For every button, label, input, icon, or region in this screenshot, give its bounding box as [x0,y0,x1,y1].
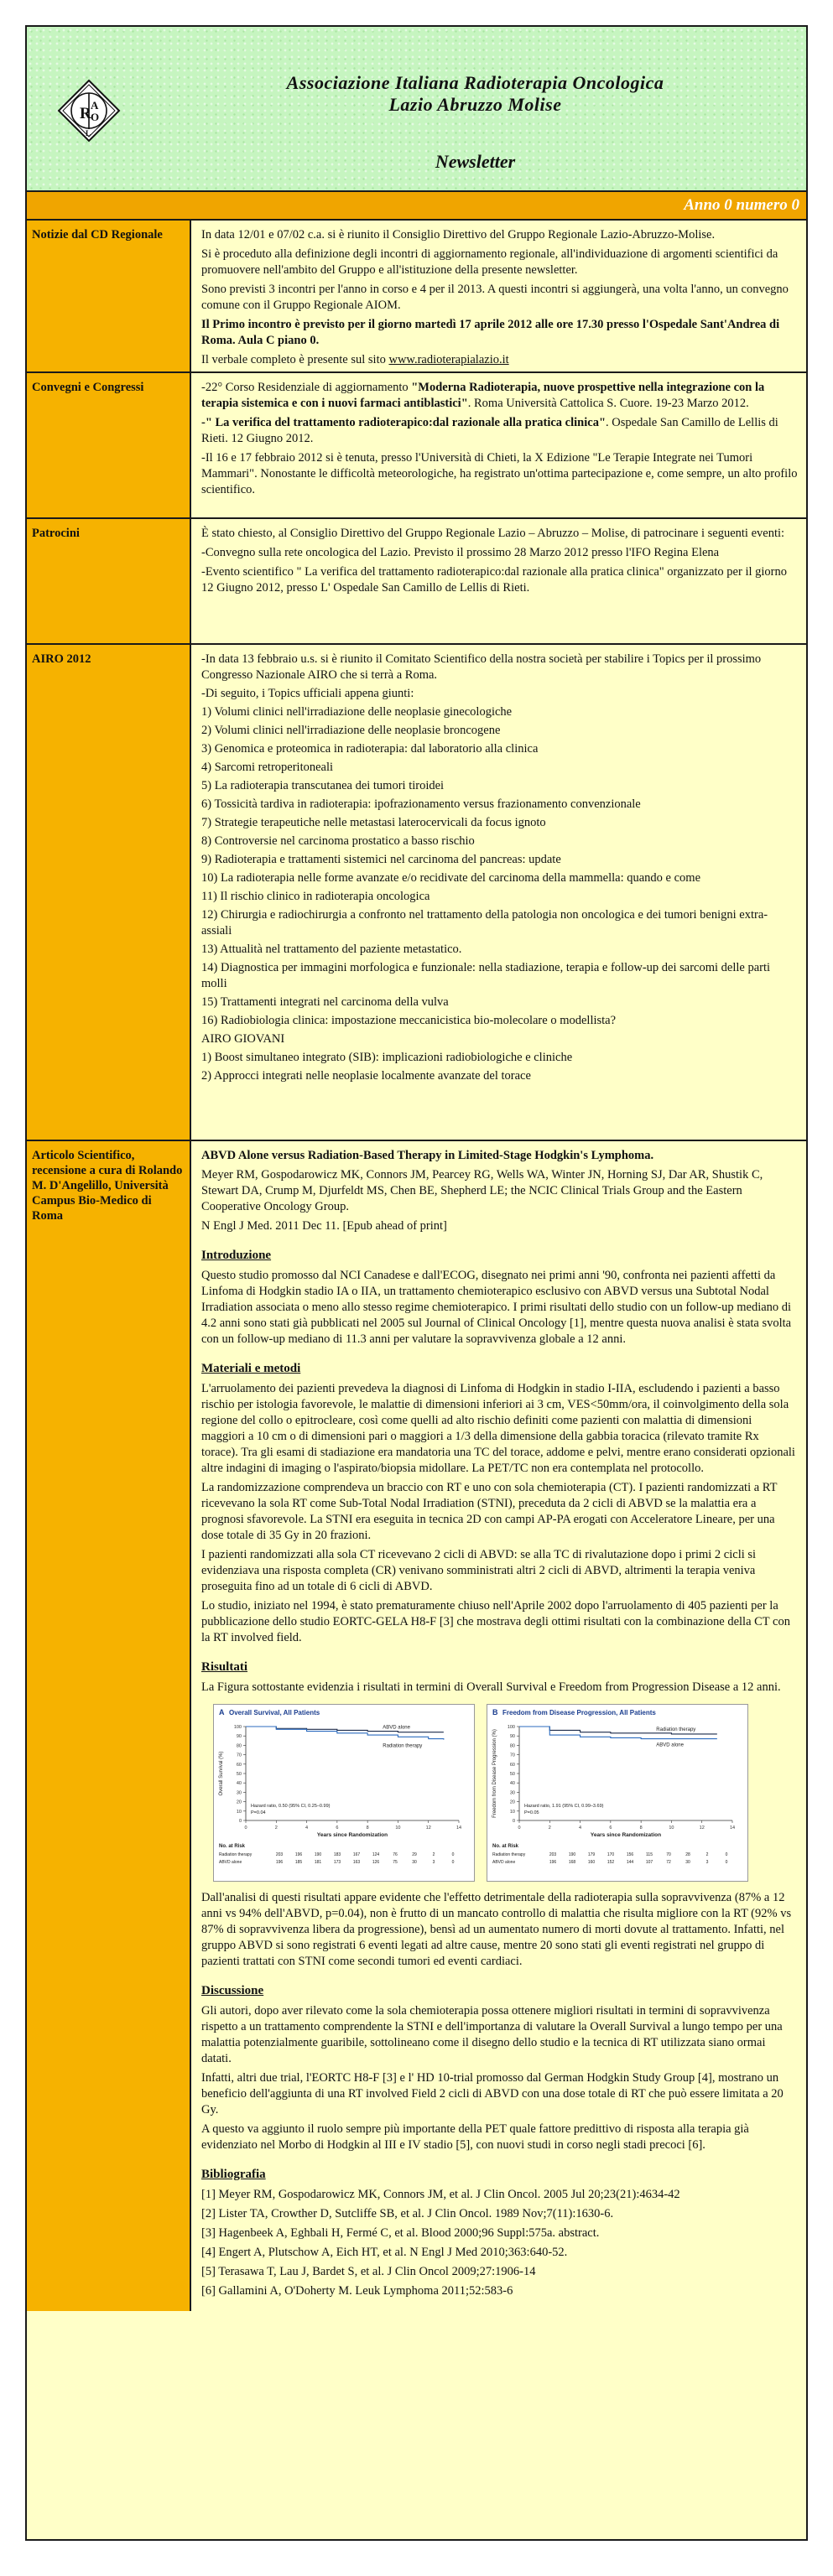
svg-text:A: A [91,99,99,112]
paragraph [201,380,798,412]
risk-value: 170 [607,1852,615,1857]
risk-value: 196 [549,1860,557,1865]
rao-logo [57,79,121,143]
risk-table-header: No. at Risk [492,1844,519,1849]
paragraph: Si è proceduto alla definizione degli incontri di aggiornamento regionale, all'individuazione di argomenti scientifici da promuovere nell'ambito del Gruppo e all'istituzione della presente newsletter. [201,247,778,277]
paragraph: Questo studio promosso dal NCI Canadese e dall'ECOG, disegnato nei primi anni '90, confronta nei pazienti affetti da Linfoma di Hodgkin stadio IA o IIA, un trattamento chemioterapico esclusivo con ABVD versus una Subtotal Nodal Irradiation associata o meno allo stesso regime chemioterapico. I primi risultati dello studio con un follow-up mediano di 4.2 anni sono stati già pubblicati nel 2005 sul Journal of Clinical Oncology [1], mentre questa nuova analisi è stata svolta con un follow-up mediano di 11.3 anni per valutare la sopravvivenza globale a 12 anni. [201,1269,792,1346]
topic-item: 9) Radioterapia e trattamenti sistemici nel carcinoma del pancreas: update [201,853,561,866]
article-title: ABVD Alone versus Radiation-Based Therapy in Limited-Stage Hodgkin's Lymphoma. [201,1149,654,1162]
svg-text:R: R [80,105,91,122]
article-authors: Meyer RM, Gospodarowicz MK, Connors JM, Pearcey RG, Wells WA, Winter JN, Horning SJ, Dar AR, Shustik C, Stewart DA, Crump M, Djurfeldt MS, Chen BE, Shepherd LE; the NCIC Clinical Trials Group and the Eastern Cooperative Oncology Group. [201,1168,763,1213]
topic-item: 5) La radioterapia transcutanea dei tumori tiroidei [201,779,445,792]
y-tick-label: 10 [509,1809,515,1815]
risk-value: 196 [275,1860,284,1865]
risk-value: 29 [412,1852,417,1857]
x-tick-label: 0 [244,1826,247,1831]
bibliography-list [201,2187,798,2299]
risk-value: 160 [587,1860,596,1865]
y-axis-label: Overall Survival (%) [219,1751,224,1796]
series-line-abvd-alone [246,1727,444,1732]
section-label: Notizie dal CD Regionale [27,221,191,371]
paragraph: -Evento scientifico " La verifica del trattamento radioterapico:dal razionale alla pratica clinica" organizzato per il giorno 12 Giugno 2012, presso L' Ospedale San Camillo de Lellis di Rieti. [201,565,787,595]
newsletter-header [27,27,806,192]
x-axis-label: Years since Randomization [316,1832,388,1838]
y-tick-label: 100 [507,1725,515,1730]
issue-number: Anno 0 numero 0 [27,192,806,221]
hazard-annotation: Hazard ratio, 0.50 (95% CI, 0.25–0.99) [251,1804,331,1809]
x-tick-label: 14 [456,1826,462,1831]
course-title: "Moderna Radioterapia, nuove prospettive nella integrazione con la terapia sistemica e con i nuovi farmaci antiblastici" [201,381,765,410]
y-tick-label: 40 [509,1781,515,1787]
paragraph: -Il 16 e 17 febbraio 2012 si è tenuta, presso l'Università di Chieti, la X Edizione "Le Terapie Integrate nei Tumori Mammari". Nonostante le difficoltà meteorologiche, ha registrato un'ottima partecipazione e, come sempre, un alto profilo scientifico. [201,451,798,496]
risk-value: 0 [725,1852,728,1857]
risk-value: 0 [451,1852,455,1857]
y-tick-label: 60 [509,1762,515,1768]
x-tick-label: 6 [336,1826,339,1831]
topic-item: 10) La radioterapia nelle forme avanzate e/o recidivate del carcinoma della mammella: quando e come [201,871,701,885]
bibliography-item: [3] Hagenbeek A, Eghbali H, Fermé C, et al. Blood 2000;96 Suppl:575a. abstract. [201,2226,600,2240]
paragraph: È stato chiesto, al Consiglio Direttivo del Gruppo Regionale Lazio – Abruzzo – Molise, di patrocinare i seguenti eventi: [201,527,785,540]
risk-value: 0 [725,1860,728,1865]
hazard-annotation: P=0.04 [251,1810,266,1815]
y-tick-label: 100 [233,1725,242,1730]
text: . Ospedale San Camillo de Lellis di Rieti. 12 Giugno 2012. [201,416,778,445]
paragraph: A questo va aggiunto il ruolo sempre più importante della PET quale fattore predittivo di risposta alla terapia già evidenziato nel Morbo di Hodgkin al III e IV stadio [5], con nuovi studi in corso negli stadi precoci [6]. [201,2122,749,2152]
bibliography-item: [2] Lister TA, Crowther D, Sutcliffe SB, et al. J Clin Oncol. 1989 Nov;7(11):1630-6. [201,2207,614,2220]
risk-value: 167 [352,1852,361,1857]
topic-item: 1) Volumi clinici nell'irradiazione delle neoplasie ginecologiche [201,705,513,719]
x-tick-label: 10 [669,1826,674,1831]
title-line-2: Lazio Abruzzo Molise [388,94,562,115]
risk-value: 156 [626,1852,634,1857]
meeting-announcement: Il Primo incontro è previsto per il giorno martedì 17 aprile 2012 alle ore 17.30 presso l'Ospedale Sant'Andrea di Roma. Aula C piano 0. [201,318,780,347]
event-title: -" La verifica del trattamento radioterapico:dal razionale alla pratica clinica" [201,416,607,429]
paragraph: L'arruolamento dei pazienti prevedeva la diagnosi di Linfoma di Hodgkin in stadio I-IIA, escludendo i pazienti a basso rischio per istologia favorevole, le malattie di dimensioni inferiori ai 3 cm, VES<50mm/ora, il coinvolgimento della sola regione del collo o epitrocleare, così come quelli ad alto rischio definiti come pazienti con malattia di dimensioni maggiori a 10 cm o di dimensioni pari o maggiori a 1/3 della dimensione della gabbia toracica (rilevato tramite Rx torace). Tra gli esami di stadiazione era mandatoria una TC del torace, addome e pelvi, mentre erano considerati opzionali altre indagini di imaging o l'aspirato/biopsia midollare. La PET/TC non era contemplata nel protocollo. [201,1382,795,1475]
x-tick-label: 6 [609,1826,612,1831]
y-tick-label: 0 [238,1819,242,1824]
risk-value: 203 [549,1852,557,1857]
risk-value: 190 [314,1852,322,1857]
paragraph: La Figura sottostante evidenzia i risultati in termini di Overall Survival e Freedom from Progression Disease a 12 anni. [201,1680,781,1694]
paragraph: I pazienti randomizzati alla sola CT ricevevano 2 cicli di ABVD: se alla TC di rivalutazione dopo i primi 2 cicli si evidenziava una risposta completa (CR) venivano somministrati altri 2 cicli di ABVD, altrimenti la terapia veniva proseguita fino ad un totale di 6 cicli di ABVD. [201,1548,757,1593]
topic-item: 14) Diagnostica per immagini morfologica e funzionale: nella stadiazione, terapia e follow-up dei sarcomi delle parti molli [201,961,771,990]
risk-value: 183 [333,1852,341,1857]
website-link[interactable]: www.radioterapialazio.it [388,353,509,366]
series-label: Radiation therapy [383,1743,423,1749]
x-tick-label: 4 [579,1826,582,1831]
risk-value: 30 [412,1860,417,1865]
title-line-1: Associazione Italiana Radioterapia Oncologica [286,72,664,93]
section-label: Articolo Scientifico, recensione a cura di Rolando M. D'Angelillo, Università Campus Bio-Medico di Roma [27,1141,191,2311]
giovani-list [201,1050,798,1084]
bibliography-item: [1] Meyer RM, Gospodarowicz MK, Connors JM, et al. J Clin Oncol. 2005 Jul 20;23(21):4634-42 [201,2188,680,2201]
y-tick-label: 20 [236,1800,242,1805]
text: Il verbale completo è presente sul sito [201,353,389,366]
paragraph: Infatti, altri due trial, l'EORTC H8-F [3] e l' HD 10-trial promosso dal German Hodgkin Study Group [4], mostrano un beneficio dell'aggiunta di una RT involved Field 2 cicli di ABVD con una dose totale di RT che può essere limitata a 20 Gy. [201,2071,784,2116]
risk-value: 168 [568,1860,576,1865]
chart-panel-letter: B [492,1708,498,1716]
text: -22° Corso Residenziale di aggiornamento [201,381,412,394]
chart-panel-letter: A [219,1708,225,1716]
y-tick-label: 60 [236,1762,242,1768]
x-axis-label: Years since Randomization [590,1832,662,1838]
association-title [153,72,798,116]
heading-discussione: Discussione [201,1984,264,1997]
hazard-annotation: P=0.05 [524,1810,539,1815]
risk-value: 185 [294,1860,303,1865]
topic-item: 6) Tossicità tardiva in radioterapia: ipofrazionamento versus frazionamento convenzionale [201,797,641,811]
risk-row-label: ABVD alone [492,1860,516,1865]
y-tick-label: 30 [509,1790,515,1796]
airo-giovani-label: AIRO GIOVANI [201,1032,285,1046]
risk-value: 152 [607,1860,615,1865]
topic-item: 4) Sarcomi retroperitoneali [201,761,334,774]
bibliography-item: [6] Gallamini A, O'Doherty M. Leuk Lymphoma 2011;52:583-6 [201,2284,513,2298]
topic-item: 12) Chirurgia e radiochirurgia a confronto nel trattamento della patologia non oncologica e dei tumori benigni extra-assiali [201,908,768,937]
risk-value: 76 [393,1852,398,1857]
article-citation: N Engl J Med. 2011 Dec 11. [Epub ahead of print] [201,1219,447,1233]
chart-title: Overall Survival, All Patients [229,1709,320,1716]
risk-value: 173 [333,1860,341,1865]
topic-item: 13) Attualità nel trattamento del paziente metastatico. [201,943,462,956]
paragraph: -Convegno sulla rete oncologica del Lazio. Previsto il prossimo 28 Marzo 2012 presso l'IFO Regina Elena [201,546,720,559]
topic-item: 16) Radiobiologia clinica: impostazione meccanicistica bio-molecolare o modellista? [201,1014,617,1027]
newsletter-subtitle: Newsletter [435,151,516,172]
section-content [191,221,806,371]
y-tick-label: 80 [509,1743,515,1749]
y-tick-label: 30 [236,1790,242,1796]
topic-item: 11) Il rischio clinico in radioterapia oncologica [201,890,430,903]
y-axis-label: Freedom from Disease Progression (%) [492,1729,497,1818]
y-tick-label: 80 [236,1743,242,1749]
risk-value: 107 [645,1860,653,1865]
x-tick-label: 0 [518,1826,521,1831]
risk-value: 144 [626,1860,634,1865]
paragraph: Dall'analisi di questi risultati appare evidente che l'effetto detrimentale della radioterapia sulla sopravvivenza (87% a 12 anni vs 94% dell'ABVD, p=0.04), non è frutto di un mancato controllo di malattia che risulta migliore con la RT (92% vs 87% di sopravvivenza libera da progressione), bensì ad un aumentato numero di morti dovute al trattamento. Infatti, nel gruppo ABVD si sono registrati 6 eventi legati ad altre cause, mentre 20 sono stati gli eventi registrati nel gruppo di pazienti trattati con STNI come secondi tumori ed eventi cardiaci. [201,1891,792,1968]
section-airo [27,645,806,1141]
y-tick-label: 0 [512,1819,515,1824]
x-tick-label: 12 [699,1826,705,1831]
risk-value: 2 [432,1852,435,1857]
heading-bibliografia: Bibliografia [201,2168,266,2181]
risk-value: 115 [646,1852,653,1857]
section-content [191,519,806,643]
risk-value: 126 [372,1860,380,1865]
x-tick-label: 2 [548,1826,551,1831]
paragraph: Lo studio, iniziato nel 1994, è stato prematuramente chiuso nell'Aprile 2002 dopo l'arruolamento di 405 pazienti per la pubblicazione dello studio EORTC-GELA H8-F [3] che mostrava degli ottimi risultati con la combinazione della CT con la RT involved field. [201,1599,790,1644]
hazard-annotation: Hazard ratio, 1.91 (95% CI, 0.99–3.69) [524,1804,604,1809]
giovani-item: 2) Approcci integrati nelle neoplasie localmente avanzate del torace [201,1069,531,1083]
risk-row-label: Radiation therapy [492,1852,526,1857]
y-tick-label: 50 [509,1772,515,1777]
paragraph [201,352,798,368]
heading-risultati: Risultati [201,1660,248,1674]
y-tick-label: 70 [236,1753,242,1758]
risk-value: 124 [372,1852,380,1857]
risk-value: 3 [432,1860,435,1865]
series-label: ABVD alone [383,1725,410,1731]
risk-value: 203 [275,1852,284,1857]
section-content [191,1141,806,2311]
x-tick-label: 8 [366,1826,369,1831]
paragraph: Gli autori, dopo aver rilevato come la sola chemioterapia possa ottenere migliori risultati in termini di sopravvivenza rispetto a un trattamento comprendente la STNI e dell'importanza di valutare la Overall Survival a lungo tempo per una malattia potenzialmente guaribile, sottolineano come il disegno dello studio e la tecnica di RT utilizzata siano ormai datati. [201,2004,783,2065]
paragraph: La randomizzazione comprendeva un braccio con RT e uno con sola chemioterapia (CT). I pazienti randomizzati a RT ricevevano la sola RT come Sub-Total Nodal Irradiation (STNI), preceduta da 2 cicli di ABVD se la malattia era a prognosi sfavorevole. La STNI era eseguita in tecnica 2D con campi AP-PA erogati con Acceleratore Lineare, per una dose totale di 35 Gy in 20 frazioni. [201,1481,778,1542]
text: . Roma Università Cattolica S. Cuore. 19-23 Marzo 2012. [467,397,749,410]
x-tick-label: 12 [425,1826,431,1831]
series-label: Radiation therapy [656,1727,696,1732]
risk-value: 190 [568,1852,576,1857]
risk-value: 75 [393,1860,398,1865]
section-articolo [27,1141,806,2311]
y-tick-label: 10 [236,1809,242,1815]
heading-materiali: Materiali e metodi [201,1362,301,1375]
x-tick-label: 8 [639,1826,643,1831]
risk-row-label: Radiation therapy [219,1852,253,1857]
paragraph: In data 12/01 e 07/02 c.a. si è riunito il Consiglio Direttivo del Gruppo Regionale Lazio-Abruzzo-Molise. [201,228,716,242]
risk-value: 70 [666,1852,671,1857]
risk-value: 2 [705,1852,709,1857]
y-tick-label: 90 [509,1734,515,1740]
y-tick-label: 20 [509,1800,515,1805]
section-label: AIRO 2012 [27,645,191,1140]
section-content [191,373,806,517]
risk-value: 179 [587,1852,596,1857]
topic-item: 15) Trattamenti integrati nel carcinoma della vulva [201,995,449,1009]
giovani-item: 1) Boost simultaneo integrato (SIB): implicazioni radiobiologiche e cliniche [201,1051,573,1064]
risk-value: 3 [705,1860,709,1865]
series-line-radiation-therapy [246,1727,444,1740]
paragraph: -In data 13 febbraio u.s. si è riunito il Comitato Scientifico della nostra società per stabilire i Topics per il prossimo Congresso Nazionale AIRO che si terrà a Roma. [201,652,762,682]
topic-item: 7) Strategie terapeutiche nelle metastasi laterocervicali da focus ignoto [201,816,546,829]
y-tick-label: 90 [236,1734,242,1740]
risk-value: 181 [314,1860,322,1865]
y-tick-label: 40 [236,1781,242,1787]
svg-text:L: L [86,129,91,138]
section-patrocini [27,519,806,645]
x-tick-label: 2 [274,1826,278,1831]
paragraph: Sono previsti 3 incontri per l'anno in corso e 4 per il 2013. A questi incontri si aggiungerà, una volta l'anno, un convegno comune con il Gruppo Regionale AIOM. [201,283,789,312]
section-convegni [27,373,806,519]
svg-text:O: O [91,111,100,123]
section-notizie [27,221,806,373]
series-label: ABVD alone [656,1742,684,1748]
risk-value: 72 [666,1860,671,1865]
figure-panel-b [487,1704,748,1882]
risk-value: 163 [352,1860,361,1865]
risk-value: 30 [685,1860,690,1865]
bibliography-item: [5] Terasawa T, Lau J, Bardet S, et al. J Clin Oncol 2009;27:1906-14 [201,2265,536,2278]
x-tick-label: 4 [305,1826,309,1831]
paragraph [201,415,798,447]
x-tick-label: 14 [729,1826,736,1831]
section-label: Convegni e Congressi [27,373,191,517]
overall-survival-chart [214,1705,474,1881]
x-tick-label: 10 [395,1826,401,1831]
risk-value: 196 [294,1852,303,1857]
y-tick-label: 50 [236,1772,242,1777]
chart-title: Freedom from Disease Progression, All Patients [502,1709,656,1716]
heading-introduzione: Introduzione [201,1249,272,1262]
topic-item: 8) Controversie nel carcinoma prostatico a basso rischio [201,834,475,848]
newsletter-frame [25,25,808,2541]
risk-value: 0 [451,1860,455,1865]
topic-item: 3) Genomica e proteomica in radioterapia: dal laboratorio alla clinica [201,742,539,756]
survival-figures [213,1704,798,1882]
risk-value: 28 [685,1852,690,1857]
topic-item: 2) Volumi clinici nell'irradiazione delle neoplasie broncogene [201,724,501,737]
section-label: Patrocini [27,519,191,643]
risk-row-label: ABVD alone [219,1860,242,1865]
topics-list [201,704,798,1029]
risk-table-header: No. at Risk [219,1844,246,1849]
paragraph: -Di seguito, i Topics ufficiali appena giunti: [201,687,414,700]
y-tick-label: 70 [509,1753,515,1758]
freedom-from-progression-chart [487,1705,747,1881]
bibliography-item: [4] Engert A, Plutschow A, Eich HT, et al. N Engl J Med 2010;363:640-52. [201,2246,568,2259]
section-content [191,645,806,1140]
figure-panel-a [213,1704,475,1882]
